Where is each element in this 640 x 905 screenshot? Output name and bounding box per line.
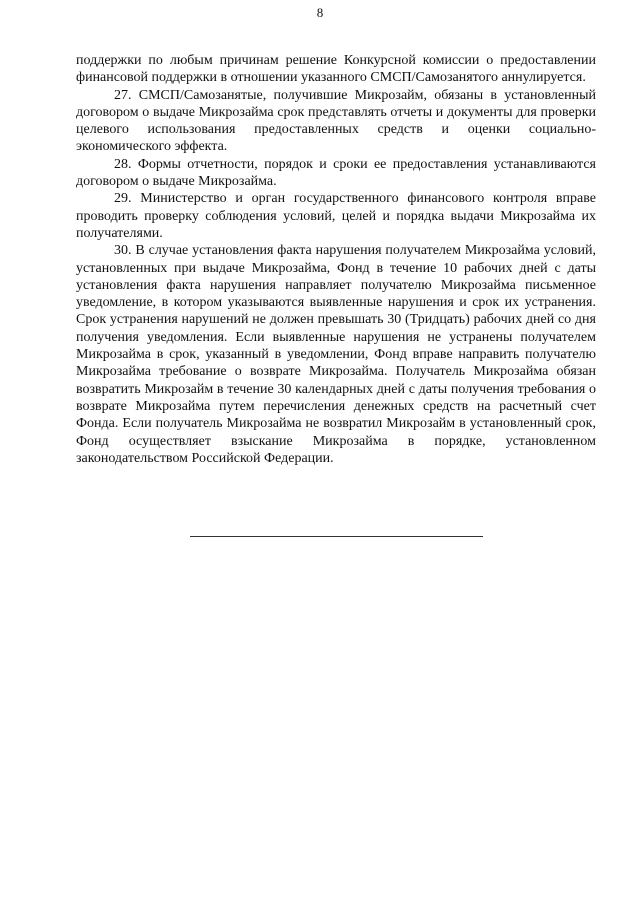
paragraph-30: 30. В случае установления факта нарушения получателем Микрозайма условий, установленных при выдаче Микрозайма, Фонд в течение 10 рабочих дней с даты установления факта нарушения направляет получателю Микрозайма письменное уведомление, в котором указываются выявленные нарушения и срок их устранения. Срок устранения нарушений не должен превышать 30 (Тридцать) рабочих дней со дня получения уведомления. Если выявленные нарушения не устранены получателем Микрозайма в срок, указанный в уведомлении, Фонд вправе направить получателю Микрозайма требование о возврате Микрозайма. Получатель Микрозайма обязан возвратить Микрозайм в течение 30 календарных дней с даты получения требования о возврате Микрозайма путем перечисления денежных средств на расчетный счет Фонда. Если получатель Микрозайма не возвратил Микрозайм в установленный срок, Фонд осуществляет взыскание Микрозайма в порядке, установленном законодательством Российской Федерации. bbox=[76, 243, 596, 466]
paragraph-29: 29. Министерство и орган государственного финансового контроля вправе проводить проверку соблюдения условий, целей и порядка выдачи Микрозайма их получателями. bbox=[76, 191, 596, 241]
paragraph-continuation: поддержки по любым причинам решение Конкурсной комиссии о предоставлении финансовой поддержки в отношении указанного СМСП/Самозанятого аннулируется. bbox=[76, 53, 596, 86]
paragraph-28: 28. Формы отчетности, порядок и сроки ее предоставления устанавливаются договором о выдаче Микрозайма. bbox=[76, 156, 596, 190]
end-separator-line bbox=[190, 536, 483, 537]
document-body bbox=[76, 52, 596, 467]
paragraph-27: 27. СМСП/Самозанятые, получившие Микрозайм, обязаны в установленный договором о выдаче Микрозайма срок представлять отчеты и документы для проверки целевого использования предоставленных средств и оценки социально-экономического эффекта. bbox=[76, 87, 596, 155]
page-number: 8 bbox=[316, 5, 324, 20]
